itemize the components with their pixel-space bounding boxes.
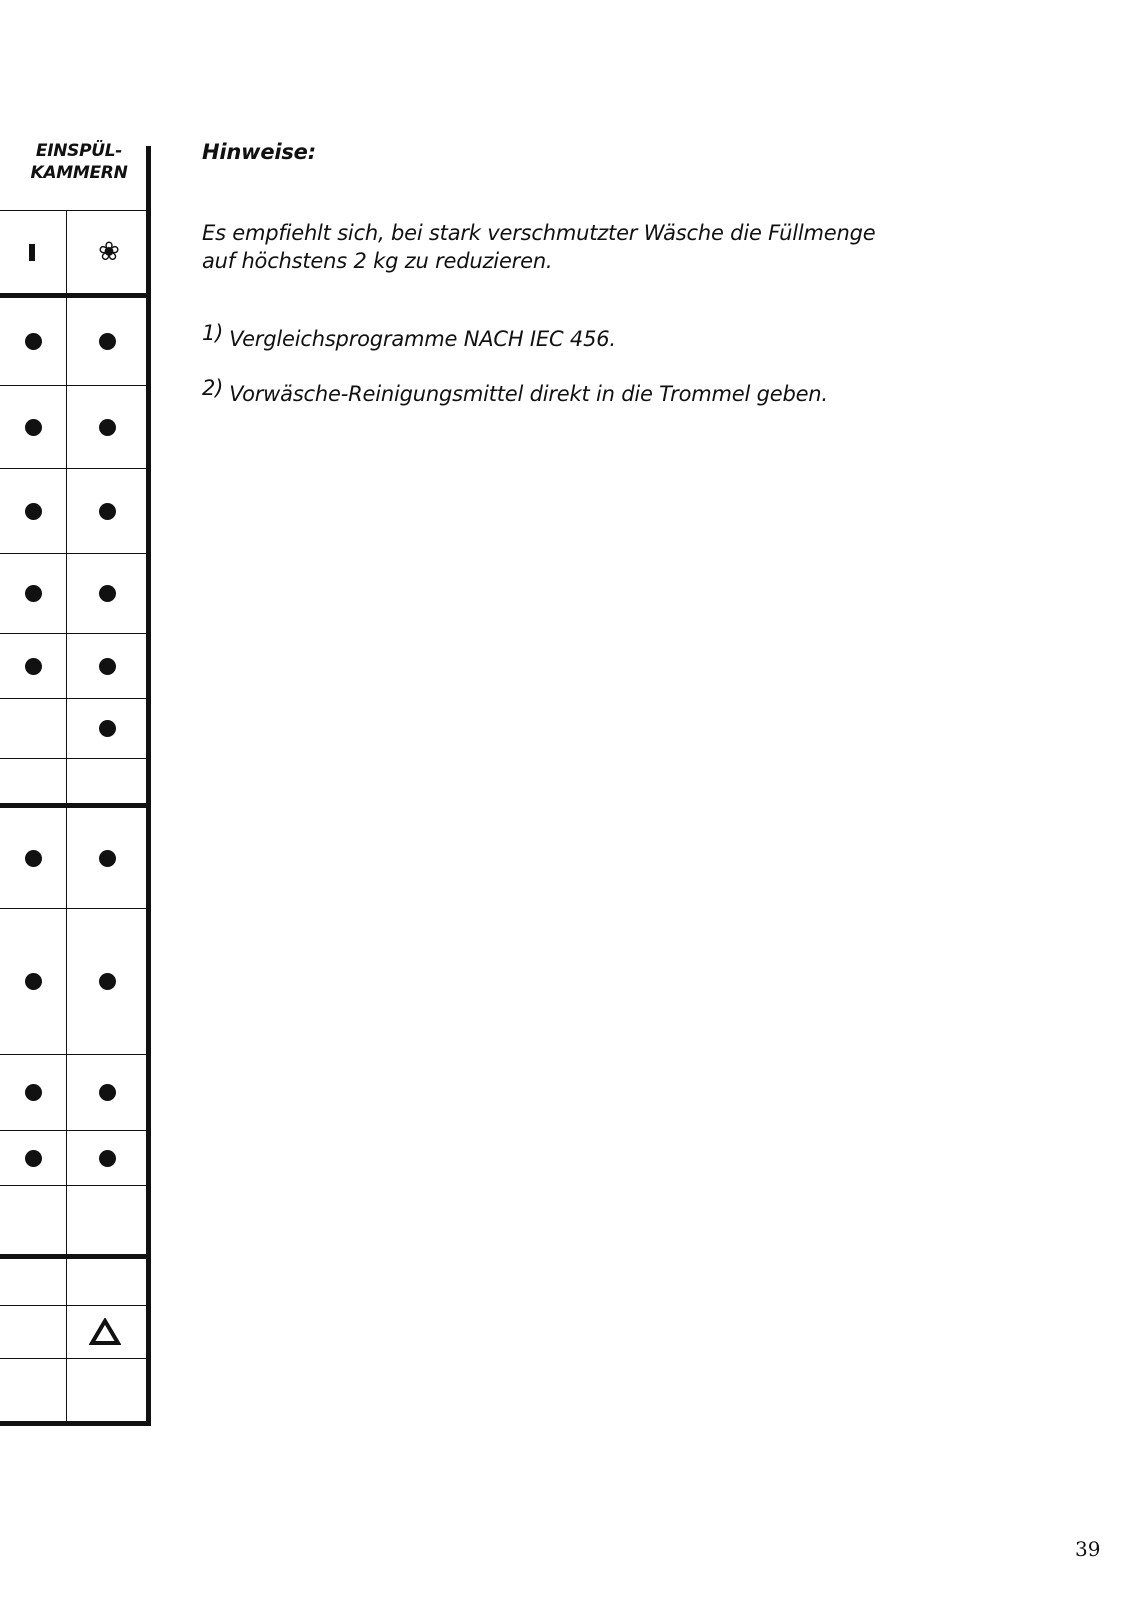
table-cell	[0, 1359, 66, 1421]
notes-title: Hinweise:	[202, 140, 316, 164]
table-cell	[67, 1259, 147, 1305]
filled-dot-icon	[99, 585, 116, 602]
filled-dot-icon	[99, 333, 116, 350]
table-cell	[67, 554, 147, 633]
column-header-compartment-2	[67, 211, 147, 293]
filled-dot-icon	[25, 585, 42, 602]
table-cell	[0, 1186, 66, 1254]
table-cell	[67, 386, 147, 468]
footnote-2	[202, 376, 828, 408]
filled-dot-icon	[25, 850, 42, 867]
table-cell	[0, 1055, 66, 1130]
flower-icon: ❀	[98, 237, 120, 267]
table-cell	[0, 386, 66, 468]
table-cell	[67, 298, 147, 385]
table-cell	[67, 699, 147, 758]
filled-dot-icon	[99, 658, 116, 675]
filled-dot-icon	[99, 419, 116, 436]
page-number: 39	[1075, 1537, 1101, 1561]
table-cell	[67, 1131, 147, 1185]
filled-dot-icon	[99, 1084, 116, 1101]
filled-dot-icon	[99, 850, 116, 867]
table-cell	[0, 808, 66, 908]
table-cell	[0, 1259, 66, 1305]
table-cell	[67, 634, 147, 698]
filled-dot-icon	[25, 419, 42, 436]
roman-one-icon	[29, 244, 35, 261]
filled-dot-icon	[25, 973, 42, 990]
table-cell	[67, 759, 147, 803]
filled-dot-icon	[25, 658, 42, 675]
notes-advice	[202, 219, 922, 275]
filled-dot-icon	[25, 1150, 42, 1167]
table-frame-bottom	[0, 1421, 151, 1426]
table-header-line2: KAMMERN	[30, 163, 128, 183]
table-cell	[0, 699, 66, 758]
table-cell	[67, 1186, 147, 1254]
notes-advice-line2: auf höchstens 2 kg zu reduzieren.	[202, 249, 553, 273]
filled-dot-icon	[99, 1150, 116, 1167]
table-cell	[0, 298, 66, 385]
column-header-compartment-1	[0, 211, 66, 293]
triangle-outline-icon	[67, 1306, 147, 1358]
table-cell	[0, 634, 66, 698]
table-cell	[0, 1131, 66, 1185]
table-header-line1: EINSPÜL-	[35, 141, 123, 161]
footnote-2-text: Vorwäsche-Reinigungsmittel direkt in die Trommel geben.	[229, 382, 828, 406]
table-cell	[0, 1306, 66, 1358]
footnote-1	[202, 321, 616, 353]
filled-dot-icon	[99, 973, 116, 990]
notes-advice-line1: Es empfiehlt sich, bei stark verschmutzter Wäsche die Füllmenge	[202, 221, 876, 245]
filled-dot-icon	[25, 503, 42, 520]
filled-dot-icon	[25, 333, 42, 350]
table-cell	[67, 909, 147, 1054]
table-cell	[0, 759, 66, 803]
table-cell	[67, 808, 147, 908]
table-cell	[0, 909, 66, 1054]
filled-dot-icon	[99, 720, 116, 737]
filled-dot-icon	[25, 1084, 42, 1101]
footnote-1-text: Vergleichsprogramme NACH IEC 456.	[229, 327, 616, 351]
table-cell	[67, 1359, 147, 1421]
footnote-2-number: 2)	[202, 376, 224, 400]
footnote-1-number: 1)	[202, 321, 224, 345]
table-header-label	[10, 140, 148, 184]
filled-dot-icon	[99, 503, 116, 520]
table-cell	[0, 554, 66, 633]
table-cell	[0, 469, 66, 553]
table-cell	[67, 469, 147, 553]
table-cell	[67, 1055, 147, 1130]
